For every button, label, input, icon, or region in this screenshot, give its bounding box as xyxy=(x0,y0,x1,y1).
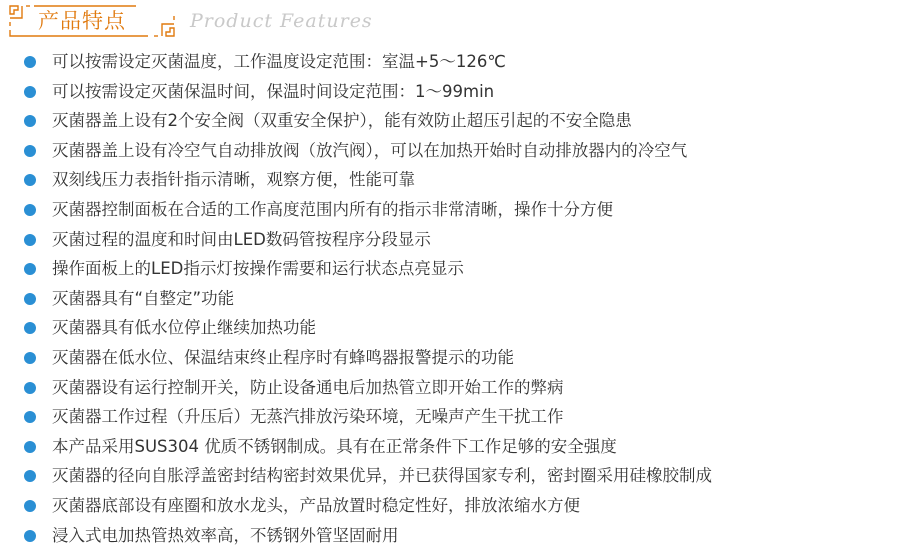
feature-text: 灭菌器的径向自胀浮盖密封结构密封效果优异，并已获得国家专利，密封圈采用硅橡胶制成 xyxy=(52,466,712,486)
section-header xyxy=(8,4,888,38)
list-item xyxy=(0,225,900,255)
feature-text: 灭菌器盖上设有冷空气自动排放阀（放汽阀），可以在加热开始时自动排放器内的冷空气 xyxy=(52,140,688,160)
bullet-icon xyxy=(24,204,36,216)
list-item xyxy=(0,106,900,136)
bullet-icon xyxy=(24,115,36,127)
bullet-icon xyxy=(24,382,36,394)
feature-text: 灭菌器设有运行控制开关，防止设备通电后加热管立即开始工作的弊病 xyxy=(52,377,564,397)
feature-text: 灭菌过程的温度和时间由LED数码管按程序分段显示 xyxy=(52,229,431,249)
feature-text: 灭菌器具有低水位停止继续加热功能 xyxy=(52,318,316,338)
feature-text: 灭菌器盖上设有2个安全阀（双重安全保护），能有效防止超压引起的不安全隐患 xyxy=(52,111,632,131)
feature-text: 灭菌器工作过程（升压后）无蒸汽排放污染环境，无噪声产生干扰工作 xyxy=(52,407,564,427)
list-item xyxy=(0,254,900,284)
bullet-icon xyxy=(24,86,36,98)
bullet-icon xyxy=(24,263,36,275)
bullet-icon xyxy=(24,441,36,453)
feature-text: 本产品采用SUS304 优质不锈钢制成。具有在正常条件下工作足够的安全强度 xyxy=(52,436,617,456)
feature-text: 浸入式电加热管热效率高，不锈钢外管坚固耐用 xyxy=(52,525,399,545)
bullet-icon xyxy=(24,322,36,334)
feature-text: 灭菌器在低水位、保温结束终止程序时有蜂鸣器报警提示的功能 xyxy=(52,347,514,367)
feature-text: 双刻线压力表指针指示清晰，观察方便，性能可靠 xyxy=(52,170,415,190)
bullet-icon xyxy=(24,145,36,157)
bullet-icon xyxy=(24,56,36,68)
bullet-icon xyxy=(24,352,36,364)
bullet-icon xyxy=(24,500,36,512)
title-frame xyxy=(8,4,176,38)
feature-text: 操作面板上的LED指示灯按操作需要和运行状态点亮显示 xyxy=(52,259,464,279)
list-item xyxy=(0,461,900,491)
bullet-icon xyxy=(24,530,36,542)
list-item xyxy=(0,343,900,373)
list-item xyxy=(0,77,900,107)
list-item xyxy=(0,491,900,521)
bullet-icon xyxy=(24,470,36,482)
list-item xyxy=(0,402,900,432)
bullet-icon xyxy=(24,411,36,423)
list-item xyxy=(0,373,900,403)
feature-text: 可以按需设定灭菌保温时间，保温时间设定范围：1～99min xyxy=(52,81,495,101)
bullet-icon xyxy=(24,174,36,186)
list-item xyxy=(0,136,900,166)
feature-list xyxy=(0,47,900,550)
list-item xyxy=(0,313,900,343)
list-item xyxy=(0,165,900,195)
feature-text: 灭菌器底部设有座圈和放水龙头，产品放置时稳定性好，排放浓缩水方便 xyxy=(52,495,580,515)
section-subtitle: Product Features xyxy=(190,10,373,32)
list-item xyxy=(0,521,900,550)
list-item xyxy=(0,47,900,77)
feature-text: 灭菌器控制面板在合适的工作高度范围内所有的指示非常清晰，操作十分方便 xyxy=(52,199,613,219)
list-item xyxy=(0,284,900,314)
bullet-icon xyxy=(24,234,36,246)
section-title: 产品特点 xyxy=(38,9,126,33)
bullet-icon xyxy=(24,293,36,305)
feature-text: 可以按需设定灭菌温度，工作温度设定范围：室温+5～126℃ xyxy=(52,52,506,71)
list-item xyxy=(0,195,900,225)
list-item xyxy=(0,432,900,462)
feature-text: 灭菌器具有“自整定”功能 xyxy=(52,288,235,308)
